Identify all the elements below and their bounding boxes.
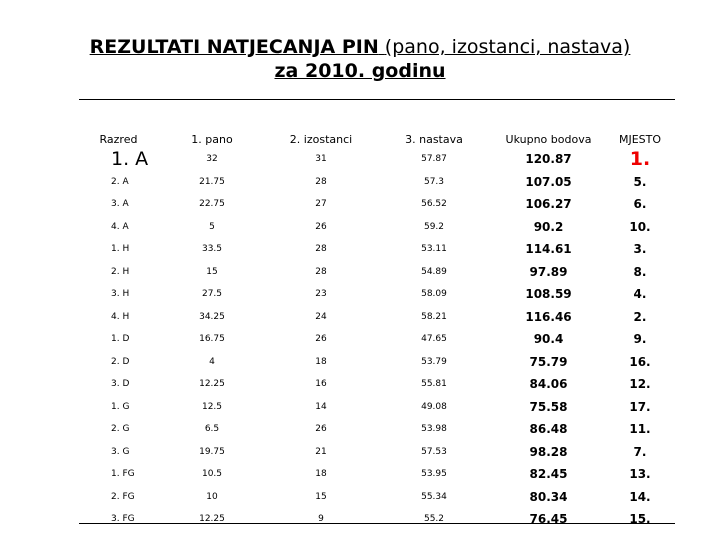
pano-cell: 10 xyxy=(206,491,218,502)
table-row xyxy=(79,373,675,396)
title-year: za 2010. godinu xyxy=(274,60,446,82)
header-razred: Razred xyxy=(99,133,138,146)
page-title xyxy=(0,36,720,58)
class-cell: 3. A xyxy=(111,199,129,210)
class-cell: 2. A xyxy=(111,176,129,187)
nastava-cell: 58.21 xyxy=(421,311,447,322)
nastava-cell: 55.81 xyxy=(421,379,447,390)
header-pano: 1. pano xyxy=(191,133,233,146)
title-main: REZULTATI NATJECANJA PIN xyxy=(89,36,379,58)
place-cell: 10. xyxy=(629,219,651,234)
table-row xyxy=(79,148,675,171)
nastava-cell: 49.08 xyxy=(421,401,447,412)
table-row xyxy=(79,351,675,374)
total-cell: 82.45 xyxy=(529,467,568,482)
total-cell: 97.89 xyxy=(529,264,568,279)
class-cell: 2. H xyxy=(111,266,130,277)
class-cell: 3. G xyxy=(111,446,130,457)
pano-cell: 16.75 xyxy=(199,334,225,345)
izostanci-cell: 14 xyxy=(315,401,327,412)
total-cell: 114.61 xyxy=(525,242,572,257)
pano-cell: 5 xyxy=(209,221,215,232)
place-cell: 16. xyxy=(629,354,651,369)
place-cell: 13. xyxy=(629,467,651,482)
pano-cell: 34.25 xyxy=(199,311,225,322)
nastava-cell: 55.2 xyxy=(423,514,445,525)
place-cell: 5. xyxy=(633,174,647,189)
nastava-cell: 47.65 xyxy=(421,334,447,345)
class-cell: 3. FG xyxy=(111,514,135,525)
izostanci-cell: 26 xyxy=(315,221,327,232)
place-cell: 3. xyxy=(633,242,647,257)
table-row xyxy=(79,238,675,261)
izostanci-cell: 28 xyxy=(315,244,327,255)
nastava-cell: 57.53 xyxy=(421,446,447,457)
izostanci-cell: 15 xyxy=(315,491,327,502)
table-row xyxy=(79,216,675,239)
izostanci-cell: 27 xyxy=(315,199,327,210)
header-izostanci: 2. izostanci xyxy=(289,133,353,146)
class-cell: 2. G xyxy=(111,424,130,435)
class-cell: 4. A xyxy=(111,221,129,232)
table-row xyxy=(79,306,675,329)
pano-cell: 10.5 xyxy=(201,469,223,480)
place-cell: 17. xyxy=(629,399,651,414)
izostanci-cell: 16 xyxy=(315,379,327,390)
izostanci-cell: 28 xyxy=(315,266,327,277)
table-row xyxy=(79,171,675,194)
place-cell: 8. xyxy=(633,264,647,279)
total-cell: 90.2 xyxy=(533,219,564,234)
place-cell: 9. xyxy=(633,332,647,347)
izostanci-cell: 23 xyxy=(315,289,327,300)
class-cell: 1. H xyxy=(111,244,130,255)
pano-cell: 19.75 xyxy=(199,446,225,457)
izostanci-cell: 21 xyxy=(315,446,327,457)
total-cell: 75.58 xyxy=(529,399,568,414)
izostanci-cell: 31 xyxy=(315,154,327,165)
pano-cell: 27.5 xyxy=(201,289,223,300)
nastava-cell: 54.89 xyxy=(421,266,447,277)
class-cell: 1. G xyxy=(111,401,130,412)
total-cell: 116.46 xyxy=(525,309,572,324)
nastava-cell: 59.2 xyxy=(423,221,445,232)
class-cell: 2. D xyxy=(111,356,130,367)
pano-cell: 12.25 xyxy=(199,514,225,525)
izostanci-cell: 26 xyxy=(315,334,327,345)
total-cell: 84.06 xyxy=(529,377,568,392)
nastava-cell: 53.98 xyxy=(421,424,447,435)
izostanci-cell: 18 xyxy=(315,469,327,480)
header-mjesto: MJESTO xyxy=(618,133,662,146)
nastava-cell: 57.87 xyxy=(421,154,447,165)
nastava-cell: 55.34 xyxy=(421,491,447,502)
place-cell: 14. xyxy=(629,489,651,504)
pano-cell: 12.5 xyxy=(201,401,223,412)
total-cell: 108.59 xyxy=(525,287,572,302)
place-cell: 11. xyxy=(629,422,651,437)
nastava-cell: 57.3 xyxy=(423,176,445,187)
class-cell: 1. FG xyxy=(111,469,135,480)
table-row xyxy=(79,261,675,284)
place-cell: 7. xyxy=(633,444,647,459)
table-row xyxy=(79,463,675,486)
pano-cell: 32 xyxy=(206,154,218,165)
header-ukupno: Ukupno bodova xyxy=(505,133,592,146)
table-row xyxy=(79,283,675,306)
nastava-cell: 53.79 xyxy=(421,356,447,367)
table-row xyxy=(79,193,675,216)
nastava-cell: 53.11 xyxy=(421,244,447,255)
total-cell: 86.48 xyxy=(529,422,568,437)
place-cell: 15. xyxy=(629,512,651,527)
table-row xyxy=(79,441,675,464)
place-cell: 1. xyxy=(629,148,651,171)
total-cell: 107.05 xyxy=(525,174,572,189)
table-row xyxy=(79,396,675,419)
total-cell: 98.28 xyxy=(529,444,568,459)
header-row xyxy=(79,100,675,148)
nastava-cell: 56.52 xyxy=(421,199,447,210)
class-cell: 1. A xyxy=(111,148,149,171)
table-row xyxy=(79,418,675,441)
title-sub: (pano, izostanci, nastava) xyxy=(384,36,631,58)
table-bottom-rule xyxy=(79,523,675,524)
pano-cell: 6.5 xyxy=(204,424,220,435)
nastava-cell: 58.09 xyxy=(421,289,447,300)
pano-cell: 15 xyxy=(206,266,218,277)
class-cell: 4. H xyxy=(111,311,130,322)
pano-cell: 4 xyxy=(209,356,215,367)
izostanci-cell: 18 xyxy=(315,356,327,367)
table-row xyxy=(79,508,675,531)
pano-cell: 22.75 xyxy=(199,199,225,210)
total-cell: 90.4 xyxy=(533,332,564,347)
izostanci-cell: 26 xyxy=(315,424,327,435)
place-cell: 12. xyxy=(629,377,651,392)
total-cell: 75.79 xyxy=(529,354,568,369)
table-row xyxy=(79,328,675,351)
pano-cell: 33.5 xyxy=(201,244,223,255)
results-table xyxy=(79,100,675,531)
izostanci-cell: 28 xyxy=(315,176,327,187)
total-cell: 76.45 xyxy=(529,512,568,527)
class-cell: 3. D xyxy=(111,379,130,390)
place-cell: 6. xyxy=(633,197,647,212)
table-row xyxy=(79,486,675,509)
total-cell: 120.87 xyxy=(525,152,572,167)
total-cell: 106.27 xyxy=(525,197,572,212)
pano-cell: 12.25 xyxy=(199,379,225,390)
total-cell: 80.34 xyxy=(529,489,568,504)
pano-cell: 21.75 xyxy=(199,176,225,187)
place-cell: 2. xyxy=(633,309,647,324)
class-cell: 3. H xyxy=(111,289,130,300)
izostanci-cell: 24 xyxy=(315,311,327,322)
class-cell: 2. FG xyxy=(111,491,135,502)
nastava-cell: 53.95 xyxy=(421,469,447,480)
class-cell: 1. D xyxy=(111,334,130,345)
header-nastava: 3. nastava xyxy=(405,133,463,146)
place-cell: 4. xyxy=(633,287,647,302)
izostanci-cell: 9 xyxy=(318,514,324,525)
